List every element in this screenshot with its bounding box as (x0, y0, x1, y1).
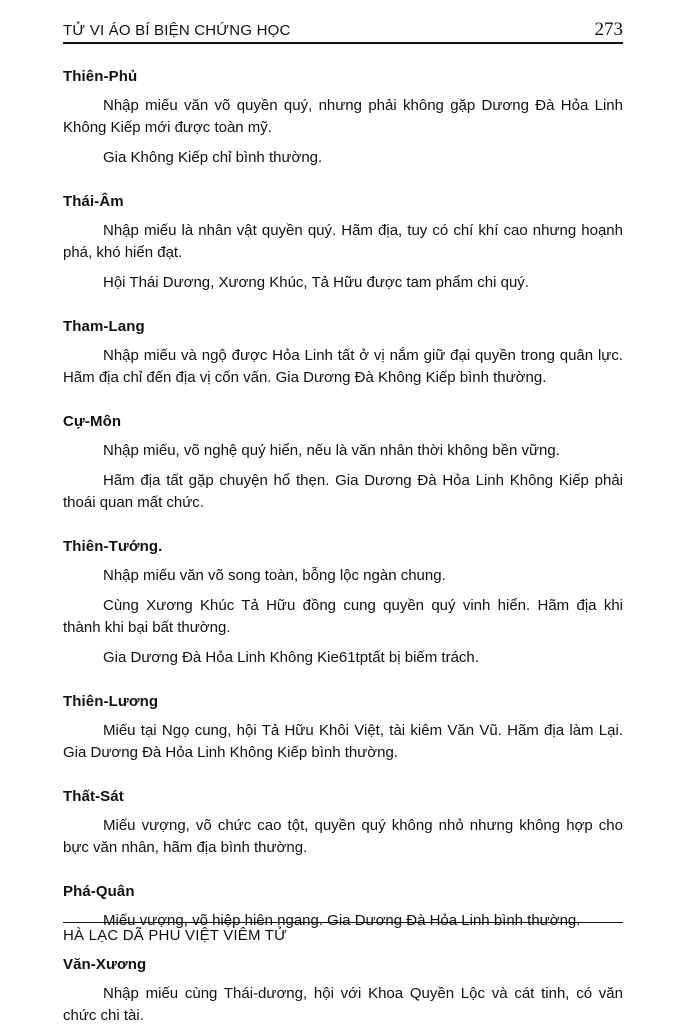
section-paragraph: Hãm địa tất gặp chuyện hổ thẹn. Gia Dương Đà Hỏa Linh Không Kiếp phải thoái quan mất chức. (63, 472, 623, 511)
section-heading: Thiên-Lương (63, 693, 159, 710)
section-heading: Thái-Âm (63, 193, 124, 210)
section-paragraph: Nhập miếu cùng Thái-dương, hội với Khoa Quyền Lộc và cát tinh, có văn chức chi tài. (63, 985, 623, 1024)
star-section (63, 693, 623, 764)
footer-author: HÀ LẠC DÃ PHU VIỆT VIÊM TỬ (63, 927, 288, 944)
section-heading: Văn-Xương (63, 956, 147, 973)
section-paragraph: Miếu vượng, võ hiệp hiên ngang. Gia Dương Đà Hỏa Linh bình thường. (103, 912, 581, 929)
page-number: 273 (594, 19, 623, 40)
running-footer (63, 922, 623, 944)
sections-container (63, 68, 623, 1027)
star-section (63, 956, 623, 1027)
section-paragraph: Nhập miếu và ngộ được Hỏa Linh tất ở vị nắm giữ đại quyền trong quân lực. Hãm địa chỉ đến địa vị cốn vấn. Gia Dương Đà Không Kiếp bình thường. (63, 347, 623, 386)
star-section (63, 318, 623, 389)
section-heading: Thiên-Tướng. (63, 538, 163, 555)
star-section (63, 193, 623, 294)
section-heading: Cự-Môn (63, 413, 122, 430)
section-paragraph: Nhập miếu là nhân vật quyền quý. Hãm địa, tuy có chí khí cao nhưng hoạnh phá, khó hiển đạt. (63, 222, 623, 261)
section-paragraph: Miếu vượng, võ chức cao tột, quyền quý không nhỏ nhưng không hợp cho bực văn nhân, hãm địa bình thường. (63, 817, 623, 856)
section-heading: Thất-Sát (63, 788, 124, 805)
section-heading: Phá-Quân (63, 883, 135, 900)
star-section (63, 538, 623, 669)
book-title: TỬ VI ÁO BÍ BIỆN CHỨNG HỌC (63, 22, 291, 39)
section-paragraph: Miếu tại Ngọ cung, hội Tả Hữu Khôi Việt, tài kiêm Văn Vũ. Hãm địa làm Lại. Gia Dương Đà Hỏa Linh Không Kiếp bình thường. (63, 722, 623, 761)
page-content (63, 20, 623, 1027)
star-section (63, 413, 623, 514)
section-paragraph: Nhập miếu văn võ quyền quý, nhưng phải không gặp Dương Đà Hỏa Linh Không Kiếp mới được toàn mỹ. (63, 97, 623, 136)
star-section (63, 788, 623, 859)
section-paragraph: Gia Dương Đà Hỏa Linh Không Kie61tptất bị biếm trách. (103, 649, 479, 666)
star-section (63, 68, 623, 169)
section-heading: Thiên-Phủ (63, 68, 138, 85)
section-paragraph: Nhập miếu, võ nghệ quý hiển, nếu là văn nhân thời không bền vững. (103, 442, 560, 459)
section-paragraph: Gia Không Kiếp chỉ bình thường. (103, 149, 323, 166)
section-paragraph: Hội Thái Dương, Xương Khúc, Tả Hữu được tam phẩm chi quý. (103, 274, 529, 291)
section-heading: Tham-Lang (63, 318, 145, 335)
running-header (63, 20, 623, 44)
section-paragraph: Nhập miếu văn võ song toàn, bỗng lộc ngàn chung. (103, 567, 446, 584)
section-paragraph: Cùng Xương Khúc Tả Hữu đồng cung quyền quý vinh hiển. Hãm địa khi thành khi bại bất thường. (63, 597, 623, 636)
